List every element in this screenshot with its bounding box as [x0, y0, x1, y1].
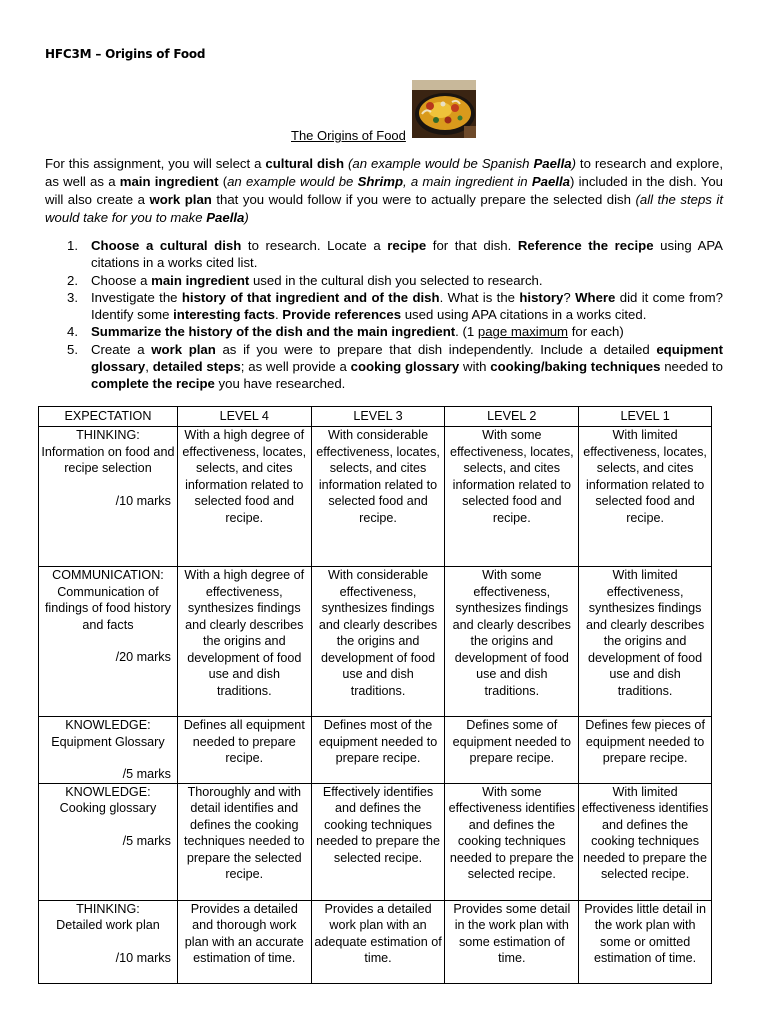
level-1-cell: With limited effectiveness, locates, selects, and cites information related to selected food and recipe.	[579, 427, 712, 567]
category-description: Equipment Glossary	[51, 734, 165, 749]
category-description: Detailed work plan	[56, 918, 160, 932]
level-4-cell: Thoroughly and with detail identifies and defines the cooking techniques needed to prepare the selected recipe.	[177, 783, 311, 900]
header-expectation: EXPECTATION	[39, 407, 178, 427]
table-row	[39, 717, 712, 784]
rubric-header-row	[39, 407, 712, 427]
page-title: The Origins of Food	[291, 128, 406, 143]
level-2-cell: With some effectiveness, synthesizes findings and clearly describes the origins and development of food use and dish traditions.	[445, 567, 579, 717]
table-row	[39, 900, 712, 983]
level-3-cell: Defines most of the equipment needed to prepare recipe.	[311, 717, 445, 784]
level-3-cell: With considerable effectiveness, locates, selects, and cites information related to selected food and recipe.	[311, 427, 445, 567]
level-2-cell: Defines some of equipment needed to prepare recipe.	[445, 717, 579, 784]
marks-label: /5 marks	[122, 833, 171, 848]
level-4-cell: With a high degree of effectiveness, synthesizes findings and clearly describes the origins and development of food use and dish traditions.	[177, 567, 311, 717]
table-row	[39, 567, 712, 717]
category-label: THINKING:	[76, 428, 140, 442]
category-label: THINKING:	[76, 901, 140, 916]
level-1-cell: Provides little detail in the work plan with some or omitted estimation of time.	[579, 900, 712, 983]
list-item: 2. Choose a main ingredient used in the cultural dish you selected to research.	[67, 272, 543, 288]
paella-image-icon	[412, 80, 476, 138]
header-level-3: LEVEL 3	[311, 407, 445, 427]
category-description: Communication of findings of food history and facts	[44, 584, 171, 632]
header-level-4: LEVEL 4	[177, 407, 311, 427]
category-label: COMMUNICATION:	[52, 568, 164, 582]
level-1-cell: With limited effectiveness identifies and defines the cooking techniques needed to prepare the selected recipe.	[579, 783, 712, 900]
expectation-cell	[39, 567, 178, 717]
assignment-steps	[45, 237, 723, 393]
level-2-cell: With some effectiveness, locates, selects, and cites information related to selected food and recipe.	[445, 427, 579, 567]
level-2-cell: With some effectiveness identifies and defines the cooking techniques needed to prepare the selected recipe.	[445, 783, 579, 900]
rubric-table	[38, 406, 712, 984]
marks-label: /5 marks	[122, 767, 171, 781]
list-item: 3. Investigate the history of that ingredient and of the dish. What is the history? Where did it come from? Identify some interesting facts. Provide references used using APA citations in a works cited.	[67, 289, 724, 323]
marks-label: /10 marks	[115, 950, 171, 965]
list-item: 4. Summarize the history of the dish and the main ingredient. (1 page maximum for each)	[67, 324, 624, 340]
expectation-cell	[39, 717, 178, 784]
intro-paragraph: For this assignment, you will select a cultural dish (an example would be Spanish Paella) to research and explore, as well as a main ingredient (an example would be Shrimp, a main ingredient in Paella) included in the dish. You will also create a work plan that you would follow if you were to actually prepare the selected dish (all the steps it would take for you to make Paella)	[45, 156, 723, 225]
category-description: Information on food and recipe selection	[41, 444, 175, 475]
level-1-cell: Defines few pieces of equipment needed to prepare recipe.	[579, 717, 712, 784]
table-row	[39, 427, 712, 567]
level-4-cell: Provides a detailed and thorough work plan with an accurate estimation of time.	[177, 900, 311, 983]
header-level-2: LEVEL 2	[445, 407, 579, 427]
level-3-cell: With considerable effectiveness, synthesizes findings and clearly describes the origins and development of food use and dish traditions.	[311, 567, 445, 717]
category-description: Cooking glossary	[59, 801, 157, 815]
course-header: HFC3M – Origins of Food	[45, 47, 206, 61]
level-1-cell: With limited effectiveness, synthesizes findings and clearly describes the origins and development of food use and dish traditions.	[579, 567, 712, 717]
list-item: 1. Choose a cultural dish to research. Locate a recipe for that dish. Reference the recipe using APA citations in a works cited list.	[67, 238, 723, 271]
paella-photo	[412, 80, 476, 138]
marks-label: /10 marks	[115, 493, 171, 508]
category-label: KNOWLEDGE:	[65, 718, 151, 732]
expectation-cell	[39, 783, 178, 900]
level-3-cell: Provides a detailed work plan with an adequate estimation of time.	[311, 900, 445, 983]
expectation-cell	[39, 427, 178, 567]
list-item: 5. Create a work plan as if you were to prepare that dish independently. Include a detailed equipment glossary, detailed steps; as well provide a cooking glossary with cooking/baking techniques needed to complete the recipe you have researched.	[67, 341, 724, 392]
level-4-cell: With a high degree of effectiveness, locates, selects, and cites information related to selected food and recipe.	[177, 427, 311, 567]
level-3-cell: Effectively identifies and defines the cooking techniques needed to prepare the selected recipe.	[311, 783, 445, 900]
level-2-cell: Provides some detail in the work plan with some estimation of time.	[445, 900, 579, 983]
level-4-cell: Defines all equipment needed to prepare recipe.	[177, 717, 311, 784]
expectation-cell	[39, 900, 178, 983]
category-label: KNOWLEDGE:	[65, 784, 151, 799]
header-level-1: LEVEL 1	[579, 407, 712, 427]
table-row	[39, 783, 712, 900]
marks-label: /20 marks	[115, 650, 171, 664]
